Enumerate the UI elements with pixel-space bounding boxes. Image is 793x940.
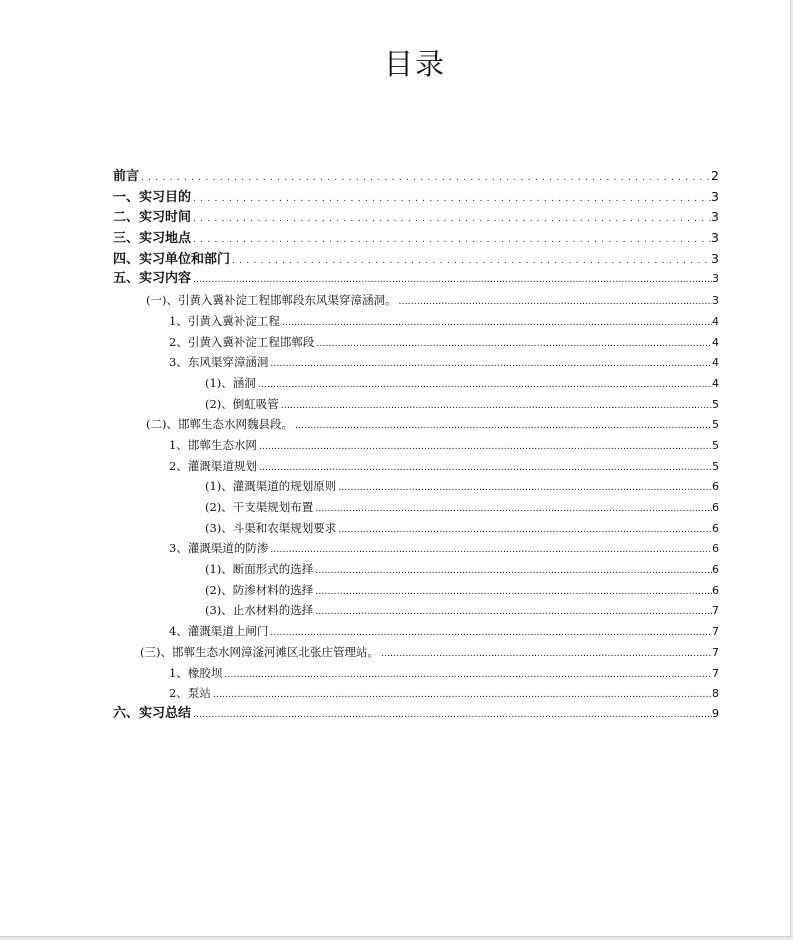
toc-leader [279, 396, 712, 415]
toc-entry-page: 2 [711, 168, 719, 183]
toc-entry-label: 2、灌溉渠道规划 [169, 458, 257, 473]
toc-entry-label: (2)、防渗材料的选择 [205, 582, 314, 597]
toc-entry-page: 7 [712, 604, 719, 618]
toc-entry-label: 三、实习地点 [113, 231, 192, 247]
toc-entry-page: 3 [712, 272, 719, 286]
toc-entry-page: 4 [712, 335, 719, 349]
toc-entry-page: 5 [712, 397, 719, 411]
toc-entry[interactable] [113, 269, 719, 290]
toc-leader [396, 292, 712, 311]
toc-entry[interactable] [113, 559, 719, 580]
toc-entry-page: 6 [712, 563, 719, 577]
toc-entry-page: 3 [711, 250, 719, 266]
toc-title: 目录 [383, 47, 446, 81]
toc-entry-page: 3 [711, 230, 719, 246]
toc-entry-label: 1、邯郸生态水网 [169, 437, 257, 452]
toc-entry-label: (1)、涵洞 [205, 375, 256, 390]
toc-leader [191, 705, 712, 725]
toc-entry-label: 五、实习内容 [113, 271, 192, 287]
toc-entry[interactable] [113, 456, 719, 477]
toc-leader [222, 665, 712, 684]
toc-entry[interactable] [113, 704, 719, 725]
toc-entry-label: 3、灌溉渠道的防渗 [169, 541, 269, 556]
toc-entry-label: 四、实习单位和部门 [113, 251, 231, 267]
toc-leader [336, 520, 712, 539]
toc-entry-label: 4、灌溉渠道上闸门 [169, 624, 269, 639]
toc-entry[interactable] [113, 518, 719, 539]
toc-entry[interactable] [113, 580, 719, 601]
toc-leader [191, 270, 712, 290]
toc-entry-label: (2)、干支渠规划布置 [205, 500, 314, 514]
toc-entry-page: 9 [712, 706, 719, 720]
toc-entry-label: 1、引黄入冀补淀工程 [169, 313, 280, 328]
toc-entry[interactable] [113, 187, 719, 208]
toc-entry-label: 2、泵站 [169, 686, 211, 701]
toc-entry-page: 4 [712, 356, 719, 370]
toc-entry-page: 3 [711, 209, 719, 225]
toc-leader [211, 685, 712, 704]
toc-entry[interactable] [113, 373, 719, 394]
toc-entry-page: 3 [711, 188, 719, 204]
toc-entry-label: (二)、邯郸生态水网魏县段。 [146, 417, 293, 432]
toc-entry-page: 7 [712, 625, 719, 639]
toc-leader [256, 375, 712, 394]
toc-leader [139, 168, 711, 187]
toc-leader [313, 561, 712, 580]
toc-leader [268, 354, 712, 373]
toc-entry-page: 5 [712, 418, 719, 432]
toc-entry-page: 3 [712, 294, 719, 308]
toc-entry[interactable] [113, 228, 719, 249]
toc-entry-page: 6 [712, 480, 719, 494]
toc-leader [191, 209, 711, 228]
toc-entry-page: 4 [712, 376, 719, 390]
toc-entry[interactable] [113, 290, 719, 311]
toc-entry[interactable] [113, 166, 719, 187]
toc-entry[interactable] [113, 621, 719, 642]
toc-entry[interactable] [113, 414, 719, 435]
toc-entry-page: 6 [712, 583, 719, 597]
toc-entry[interactable] [113, 538, 719, 559]
toc-leader [191, 189, 711, 208]
toc-entry-page: 4 [712, 314, 719, 328]
toc-leader [230, 251, 711, 270]
toc-leader [313, 499, 712, 518]
table-of-contents [113, 166, 719, 725]
toc-entry-page: 8 [712, 687, 719, 701]
toc-leader [280, 313, 712, 332]
toc-entry-label: (1)、断面形式的选择 [205, 562, 314, 577]
toc-entry-label: 3、东风渠穿漳涵洞 [169, 355, 269, 370]
toc-entry[interactable] [113, 352, 719, 373]
toc-entry[interactable] [113, 663, 719, 684]
toc-leader [257, 458, 712, 477]
toc-entry[interactable] [113, 207, 719, 228]
toc-leader [313, 582, 712, 601]
toc-entry-label: 二、实习时间 [113, 210, 192, 226]
toc-entry-label: (1)、灌溉渠道的规划原则 [205, 479, 337, 494]
toc-entry-page: 6 [712, 501, 719, 514]
toc-entry[interactable] [113, 249, 719, 270]
toc-entry-page: 7 [712, 645, 719, 659]
toc-entry-label: 一、实习目的 [113, 189, 192, 205]
toc-entry-label: (3)、止水材料的选择 [205, 603, 314, 618]
toc-leader [336, 478, 712, 497]
toc-entry[interactable] [113, 311, 719, 332]
toc-entry-label: (一)、引黄入冀补淀工程邯郸段东风渠穿漳涵洞。 [146, 293, 397, 308]
toc-entry[interactable] [113, 476, 719, 497]
toc-entry[interactable] [113, 642, 719, 663]
toc-leader [268, 623, 712, 642]
toc-leader [257, 437, 712, 456]
toc-leader [379, 644, 712, 663]
toc-leader [313, 602, 712, 621]
toc-entry[interactable] [113, 497, 719, 518]
toc-entry-page: 5 [712, 438, 719, 452]
toc-entry-label: (2)、倒虹吸管 [205, 396, 279, 411]
toc-entry[interactable] [113, 435, 719, 456]
toc-entry-page: 6 [712, 542, 719, 556]
toc-entry[interactable] [113, 683, 719, 704]
toc-entry-label: (三)、邯郸生态水网漳滏河滩区北张庄管理站。 [140, 644, 379, 659]
toc-entry[interactable] [113, 332, 719, 353]
toc-entry-label: 1、橡胶坝 [169, 665, 223, 680]
toc-entry-label: 前言 [113, 169, 140, 184]
toc-leader [314, 334, 712, 353]
toc-entry[interactable] [113, 600, 719, 621]
toc-entry-page: 6 [712, 521, 719, 535]
toc-entry-page: 7 [712, 666, 719, 680]
toc-leader [191, 230, 711, 249]
toc-entry-label: 六、实习总结 [113, 705, 192, 721]
toc-entry[interactable] [113, 394, 719, 415]
toc-leader [268, 540, 712, 559]
toc-entry-label: 2、引黄入冀补淀工程邯郸段 [169, 334, 315, 349]
toc-leader [293, 416, 712, 435]
toc-entry-label: (3)、斗渠和农渠规划要求 [205, 520, 337, 535]
toc-entry-page: 5 [712, 459, 719, 473]
